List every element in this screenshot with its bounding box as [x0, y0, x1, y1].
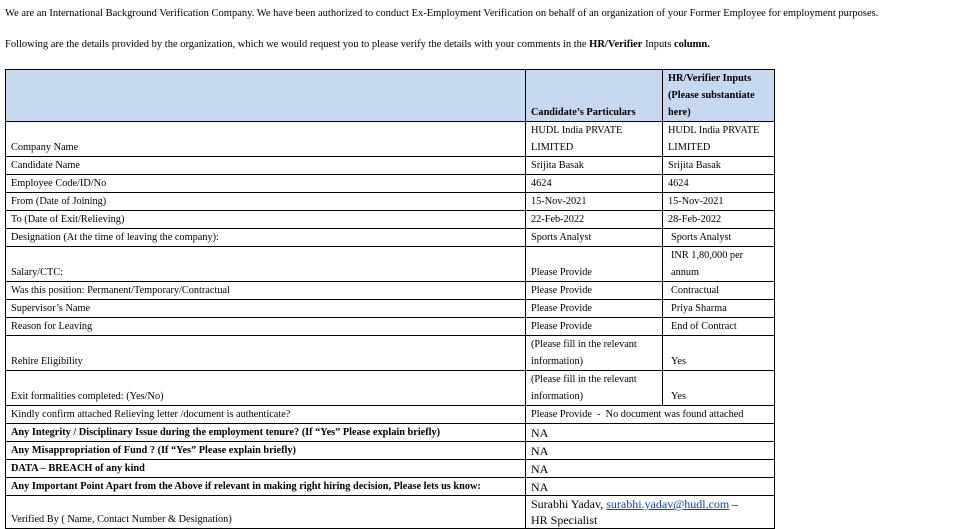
intro-paragraph-2 [5, 39, 710, 50]
candidate-value: Please Provide [526, 318, 663, 336]
header-blank-cell [6, 70, 526, 122]
table-row-company-name [6, 122, 775, 157]
table-row-position-type [6, 282, 775, 300]
verifier-value: INR 1,80,000 per annum [663, 247, 775, 282]
verifier-value: HUDL India PRVATE LIMITED [663, 122, 775, 157]
header-candidate-particulars: Candidate’s Particulars [526, 70, 663, 122]
verification-table [5, 69, 775, 529]
table-row-misappropriation [6, 442, 775, 460]
row-value: NA [526, 442, 775, 460]
candidate-value: 4624 [526, 175, 663, 193]
candidate-value: Please Provide [526, 282, 663, 300]
row-label: Reason for Leaving [6, 318, 526, 336]
table-row-reason-for-leaving [6, 318, 775, 336]
relieving-value: Please Provide - No document was found attached [526, 406, 775, 424]
table-row-employee-code [6, 175, 775, 193]
row-label: Candidate Name [6, 157, 526, 175]
candidate-value: Srijita Basak [526, 157, 663, 175]
row-label: Verified By ( Name, Contact Number & Designation) [6, 496, 526, 529]
row-label: Any Important Point Apart from the Above if relevant in making right hiring decision, Please lets us know: [6, 478, 526, 496]
row-label: Any Misappropriation of Fund ? (If “Yes” Please explain briefly) [6, 442, 526, 460]
verifier-value: Yes [663, 371, 775, 406]
table-row-integrity-issue [6, 424, 775, 442]
verifier-value: 4624 [663, 175, 775, 193]
row-label: Salary/CTC: [6, 247, 526, 282]
intro-text-2b: Inputs [642, 39, 674, 50]
table-row-important-point [6, 478, 775, 496]
row-value: NA [526, 460, 775, 478]
table-row-data-breach [6, 460, 775, 478]
row-label: Any Integrity / Disciplinary Issue during the employment tenure? (If “Yes” Please explain briefly) [6, 424, 526, 442]
table-row-exit-formalities [6, 371, 775, 406]
verifier-value: 28-Feb-2022 [663, 211, 775, 229]
verifier-value: 15-Nov-2021 [663, 193, 775, 211]
verifier-value: Yes [663, 336, 775, 371]
table-header-row [6, 70, 775, 122]
header-verifier-note: (Please substantiate here) [668, 90, 755, 118]
candidate-value: Please Provide [526, 300, 663, 318]
row-label: Supervisor’s Name [6, 300, 526, 318]
header-verifier-inputs [663, 70, 775, 122]
candidate-value: Sports Analyst [526, 229, 663, 247]
table-row-relieving-letter [6, 406, 775, 424]
verifier-value: Contractual [663, 282, 775, 300]
table-row-designation [6, 229, 775, 247]
candidate-value: 15-Nov-2021 [526, 193, 663, 211]
row-label: Kindly confirm attached Relieving letter /document is authenticate? [6, 406, 526, 424]
verifier-value: Sports Analyst [663, 229, 775, 247]
table-row-supervisor [6, 300, 775, 318]
table-row-rehire-eligibility [6, 336, 775, 371]
table-row-date-of-joining [6, 193, 775, 211]
candidate-value: (Please fill in the relevant information) [526, 371, 663, 406]
table-row-salary [6, 247, 775, 282]
row-label: To (Date of Exit/Relieving) [6, 211, 526, 229]
table-row-candidate-name [6, 157, 775, 175]
table-row-verified-by [6, 496, 775, 529]
row-value: NA [526, 478, 775, 496]
candidate-value: 22-Feb-2022 [526, 211, 663, 229]
candidate-value: (Please fill in the relevant information) [526, 336, 663, 371]
header-verifier-title: HR/Verifier Inputs [668, 73, 752, 84]
table-row-date-of-exit [6, 211, 775, 229]
row-label: DATA – BREACH of any kind [6, 460, 526, 478]
row-label: Was this position: Permanent/Temporary/Contractual [6, 282, 526, 300]
intro-text-2a: Following are the details provided by the organization, which we would request you to please verify the details with your comments in the [5, 39, 590, 50]
verifier-value: End of Contract [663, 318, 775, 336]
row-label: Rehire Eligibility [6, 336, 526, 371]
intro-text-2-bold-hr: HR/Verifier [589, 39, 643, 50]
verifier-title: HR Specialist [531, 513, 598, 527]
verifier-value: Priya Sharma [663, 300, 775, 318]
row-label: From (Date of Joining) [6, 193, 526, 211]
intro-text-1: We are an International Background Verification Company. We have been authorized to conduct Ex-Employment Verification on behalf of an organization of your Former Employee for employment purposes. [5, 8, 879, 19]
candidate-value: Please Provide [526, 247, 663, 282]
verifier-details [526, 496, 775, 529]
row-label: Employee Code/ID/No [6, 175, 526, 193]
candidate-value: HUDL India PRVATE LIMITED [526, 122, 663, 157]
verifier-value: Srijita Basak [663, 157, 775, 175]
intro-paragraph-1 [5, 8, 878, 19]
row-value: NA [526, 424, 775, 442]
row-label: Company Name [6, 122, 526, 157]
verifier-dash: – [729, 497, 739, 511]
verifier-email-link[interactable]: surabhi.yadav@hudl.com [606, 497, 730, 511]
intro-text-2-bold-column: column. [673, 39, 710, 50]
row-label: Designation (At the time of leaving the company): [6, 229, 526, 247]
row-label: Exit formalities completed: (Yes/No) [6, 371, 526, 406]
verifier-name: Surabhi Yadav, [531, 497, 607, 511]
